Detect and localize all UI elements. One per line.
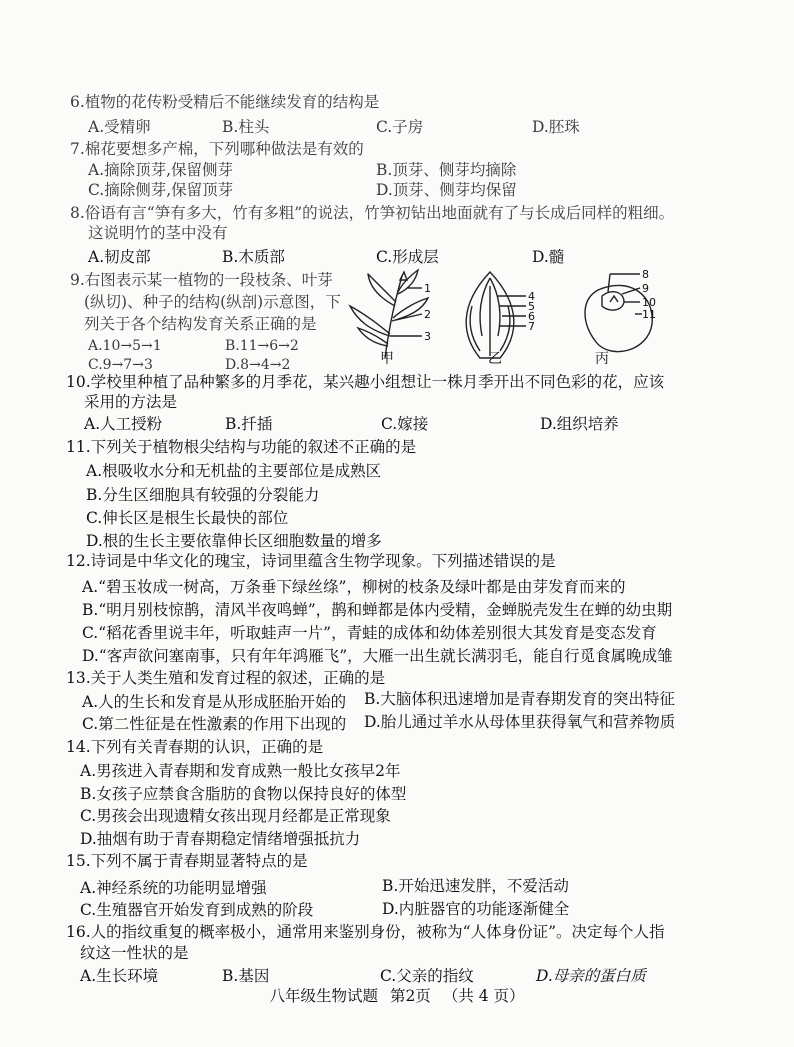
figure-branch: [350, 270, 428, 358]
figure-number-8: 8: [642, 268, 649, 281]
question-13-option-a: A.人的生长和发育是从形成胚胎开始的: [82, 693, 347, 711]
question-12-option-d: D.“客声欲问塞南事，只有年年鸿雁飞”，大雁一出生就长满羽毛，能自行觅食属晚成雏: [82, 647, 673, 665]
question-12-option-b: B.“明月别枝惊鹊，清风半夜鸣蝉”，鹊和蝉都是体内受精，金蝉脱壳发生在蝉的幼虫期: [82, 601, 673, 619]
question-9-stem-line-3: 列关于各个结构发育关系正确的是: [84, 315, 317, 333]
figure-number-1: 1: [424, 282, 431, 295]
question-14-stem: 14.下列有关青春期的认识，正确的是: [66, 738, 324, 756]
question-11-option-d: D.根的生长主要依靠伸长区细胞数量的增多: [86, 532, 382, 550]
question-14-option-c: C.男孩会出现遗精女孩出现月经都是正常现象: [80, 807, 391, 825]
figure-label-jia: 甲: [380, 351, 394, 367]
question-15-stem: 15.下列不属于青春期显著特点的是: [66, 852, 308, 870]
question-11-option-c: C.伸长区是根生长最快的部位: [86, 509, 289, 527]
question-7-option-b: B.顶芽、侧芽均摘除: [376, 161, 517, 179]
question-12-option-a: A.“碧玉妆成一树高，万条垂下绿丝绦”，柳树的枝条及绿叶都是由芽发育而来的: [82, 578, 626, 596]
question-7-option-d: D.顶芽、侧芽均保留: [376, 181, 517, 199]
footer-page: 第2页: [389, 987, 431, 1005]
question-6-option-b: B.柱头: [222, 118, 270, 136]
question-11-option-b: B.分生区细胞具有较强的分裂能力: [86, 486, 320, 504]
question-7-stem: 7.棉花要想多产棉，下列哪种做法是有效的: [70, 140, 364, 158]
question-9-stem-line-2: (纵切)、种子的结构(纵剖)示意图，下: [84, 293, 341, 311]
question-15-option-d: D.内脏器官的功能逐渐健全: [382, 900, 570, 918]
question-10-option-d: D.组织培养: [540, 415, 619, 433]
question-16-option-d: D.母亲的蛋白质: [536, 967, 646, 985]
figure-bud: [466, 272, 526, 358]
figure-number-3: 3: [424, 330, 431, 343]
question-8-option-a: A.韧皮部: [88, 248, 151, 266]
question-8-option-d: D.髓: [532, 248, 565, 266]
question-10-stem-line-1: 10.学校里种植了品种繁多的月季花，某兴趣小组想让一株月季开出不同色彩的花，应该: [66, 373, 665, 391]
question-6-option-a: A.受精卵: [88, 118, 151, 136]
question-16-option-c: C.父亲的指纹: [380, 967, 474, 985]
question-9-option-a: A.10→5→1: [88, 338, 162, 354]
question-11-stem: 11.下列关于植物根尖结构与功能的叙述不正确的是: [66, 438, 417, 456]
question-16-option-a: A.生长环境: [80, 967, 159, 985]
question-15-option-a: A.神经系统的功能明显增强: [80, 879, 267, 897]
question-8-option-c: C.形成层: [376, 248, 439, 266]
figure-number-4: 4: [528, 290, 535, 303]
figure-number-10: 10: [642, 296, 656, 309]
footer-total: （共 4 页）: [442, 987, 525, 1005]
question-15-option-b: B.开始迅速发胖，不爱活动: [382, 877, 569, 895]
question-8-stem-line-1: 8.俗语有言“笋有多大，竹有多粗”的说法，竹笋初钻出地面就有了与长成后同样的粗细。: [70, 204, 675, 222]
page-footer: [0, 984, 794, 1006]
question-16-stem-line-1: 16.人的指纹重复的概率极小，通常用来鉴别身份，被称为“人体身份证”。决定每个人指: [66, 923, 665, 941]
question-15-option-c: C.生殖器官开始发育到成熟的阶段: [80, 901, 314, 919]
question-12-stem: 12.诗词是中华文化的瑰宝，诗词里蕴含生物学现象。下列描述错误的是: [66, 552, 556, 570]
question-11-option-a: A.根吸收水分和无机盐的主要部位是成熟区: [86, 462, 382, 480]
question-14-option-d: D.抽烟有助于青春期稳定情绪增强抵抗力: [80, 830, 361, 848]
footer-title: 八年级生物试题: [269, 987, 378, 1005]
figure-number-6: 6: [528, 310, 535, 323]
figure-number-7: 7: [528, 320, 535, 333]
question-13-option-c: C.第二性征是在性激素的作用下出现的: [82, 715, 347, 733]
question-10-stem-line-2: 采用的方法是: [84, 393, 178, 411]
figure-number-2: 2: [424, 308, 431, 321]
question-8-option-b: B.木质部: [222, 248, 285, 266]
question-7-option-a: A.摘除顶芽,保留侧芽: [88, 161, 234, 179]
question-14-option-a: A.男孩进入青春期和发育成熟一般比女孩早2年: [80, 762, 401, 780]
question-16-option-b: B.基因: [222, 967, 270, 985]
question-9-stem-line-1: 9.右图表示某一植物的一段枝条、叶芽: [70, 271, 333, 289]
question-10-option-b: B.扦插: [225, 415, 273, 433]
question-9-option-b: B.11→6→2: [225, 338, 299, 354]
question-13-stem: 13.关于人类生殖和发育过程的叙述，正确的是: [66, 669, 386, 687]
question-10-option-c: C.嫁接: [381, 415, 429, 433]
question-7-option-c: C.摘除侧芽,保留顶芽: [88, 181, 234, 199]
figure-label-bing: 丙: [595, 351, 609, 367]
question-16-stem-line-2: 纹这一性状的是: [80, 944, 189, 962]
question-9-option-d: D.8→4→2: [225, 357, 291, 373]
question-8-stem-line-2: 这说明竹的茎中没有: [88, 224, 228, 242]
question-10-option-a: A.人工授粉: [84, 415, 163, 433]
question-13-option-b: B.大脑体积迅速增加是青春期发育的突出特征: [364, 690, 675, 708]
figure-number-9: 9: [642, 282, 649, 295]
figure-number-5: 5: [528, 300, 535, 313]
question-12-option-c: C.“稻花香里说丰年，听取蛙声一片”，青蛙的成体和幼体差别很大其发育是变态发育: [82, 624, 657, 642]
question-9-option-c: C.9→7→3: [88, 357, 153, 373]
figure-number-11: 11: [642, 308, 656, 321]
figure-label-yi: 乙: [488, 351, 502, 367]
question-6-option-c: C.子房: [376, 118, 424, 136]
question-14-option-b: B.女孩子应禁食含脂肪的食物以保持良好的体型: [80, 785, 407, 803]
question-13-option-d: D.胎儿通过羊水从母体里获得氧气和营养物质: [364, 713, 676, 731]
question-6-stem: 6.植物的花传粉受精后不能继续发育的结构是: [70, 93, 380, 111]
question-6-option-d: D.胚珠: [532, 118, 580, 136]
